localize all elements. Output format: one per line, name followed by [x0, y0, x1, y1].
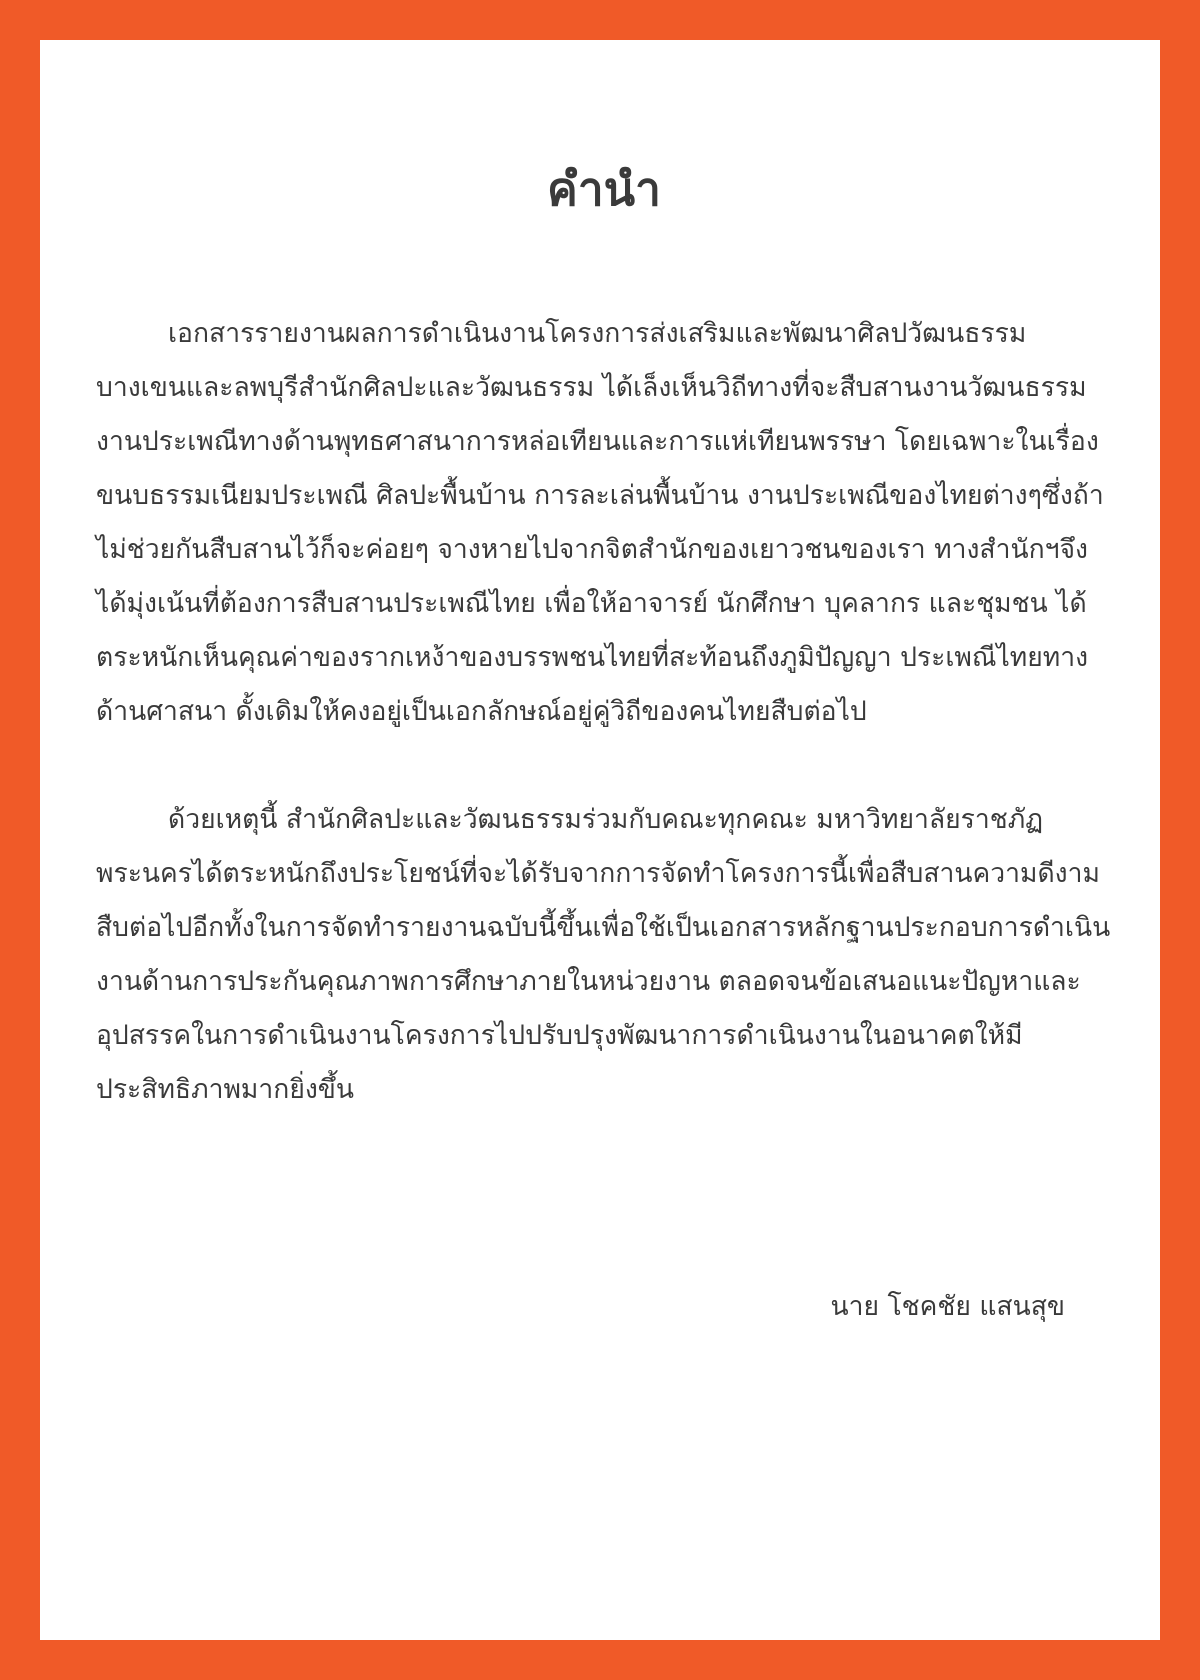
author-signature: นาย โชคชัย แสนสุข	[830, 1291, 1065, 1322]
document-page	[40, 40, 1160, 1640]
paragraph-intro: เอกสารรายงานผลการดำเนินงานโครงการส่งเสริมและพัฒนาศิลปวัฒนธรรมบางเขนและลพบุรีสำนักศิลปะและวัฒนธรรม ได้เล็งเห็นวิถีทางที่จะสืบสานงานวัฒนธรรม งานประเพณีทางด้านพุทธศาสนาการหล่อเทียนและการแห่เทียนพรรษา โดยเฉพาะในเรื่องขนบธรรมเนียมประเพณี ศิลปะพื้นบ้าน การละเล่นพื้นบ้าน งานประเพณีของไทยต่างๆซึ่งถ้าไม่ช่วยกันสืบสานไว้ก็จะค่อยๆ จางหายไปจากจิตสำนักของเยาวชนของเรา ทางสำนักฯจึงได้มุ่งเน้นที่ต้องการสืบสานประเพณีไทย เพื่อให้อาจารย์ นักศึกษา บุคลากร และชุมชน ได้ตระหนักเห็นคุณค่าของรากเหง้าของบรรพชนไทยที่สะท้อนถึงภูมิปัญญา ประเพณีไทยทางด้านศาสนา ดั้งเดิมให้คงอยู่เป็นเอกลักษณ์อยู่คู่วิถีของคนไทยสืบต่อไป	[96, 318, 1104, 728]
page-title: คำนำ	[547, 162, 661, 216]
paragraph-purpose: ด้วยเหตุนี้ สำนักศิลปะและวัฒนธรรมร่วมกับคณะทุกคณะ มหาวิทยาลัยราชภัฏพระนครได้ตระหนักถึงประโยชน์ที่จะได้รับจากการจัดทำโครงการนี้เพื่อสืบสานความดีงามสืบต่อไปอีกทั้งในการจัดทำรายงานฉบับนี้ขึ้นเพื่อใช้เป็นเอกสารหลักฐานประกอบการดำเนินงานด้านการประกันคุณภาพการศึกษาภายในหน่วยงาน ตลอดจนข้อเสนอแนะปัญหาและอุปสรรคในการดำเนินงานโครงการไปปรับปรุงพัฒนาการดำเนินงานในอนาคตให้มีประสิทธิภาพมากยิ่งขึ้น	[96, 804, 1111, 1106]
